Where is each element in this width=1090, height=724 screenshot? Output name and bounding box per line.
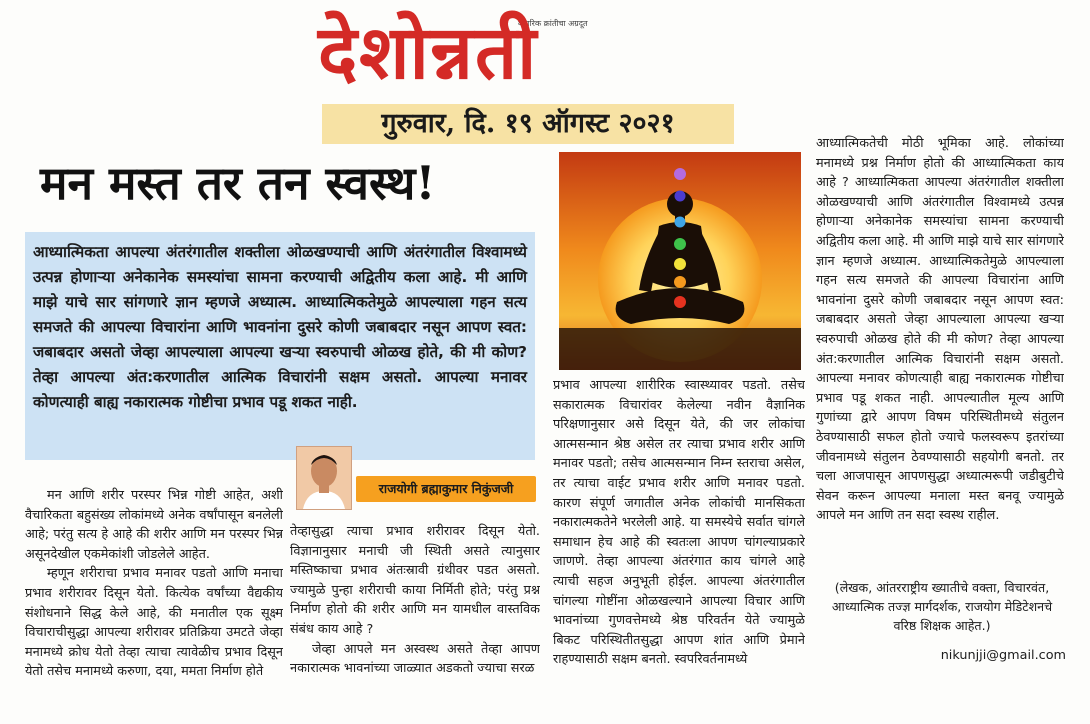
newspaper-logo: देशोन्नती [318, 10, 539, 96]
column-4 [816, 134, 1064, 574]
meditation-illustration [559, 152, 801, 370]
paragraph: आध्यात्मिकतेची मोठी भूमिका आहे. लोकांच्या मनामध्ये प्रश्न निर्माण होतो की आध्यात्मिकता काय आहे ? आध्यात्मिकता आपल्या अंतरंगातील शक्तीला ओळखण्याची आणि अंतरंगातील विश्वामध्ये उत्पन्न होणाऱ्या अनेकानेक समस्यांचा सामना करण्याची अद्वितीय कला आहे. मी आणि माझे याचे सार सांगणारे ज्ञान म्हणजे अध्यात्म. आध्यात्मिकतेमुळे आपल्याला गहन सत्य समजते की आपल्या विचारांना आणि भावनांना दुसरे कोणी जबाबदार नसून आपण स्वत: जबाबदार असतो जेव्हा आपल्याला आपल्या खऱ्या स्वरुपाची ओळख होते की मी कोण? तेव्हा आपल्या अंत:करणातील आत्मिक विचारांनी सक्षम असतो. आपल्या मनावर कोणत्याही बाह्य नकारात्मक गोष्टीचा प्रभाव पडू शकत नाही. आपल्यातील मूल्य आणि गुणांच्या द्वारे आपण विषम परिस्थितीमध्ये संतुलन ठेवण्यासाठी सफल होतो ज्याचे फलस्वरूप इतरांच्या जीवनामध्ये संतुलन ठेवण्यासाठी सहयोगी बनतो. तर चला आजपासून आपणसुद्धा अध्यात्मरूपी जडीबुटीचे सेवन करून आपल्या मनाला मस्त बनवू ज्यामुळे आपले मन आणि तन सदा स्वस्थ राहील. [816, 136, 1064, 524]
paragraph: मन आणि शरीर परस्पर भिन्न गोष्टी आहेत, अशी वैचारिकता बहुसंख्य लोकांमध्ये अनेक वर्षांपासून बनलेली आहे; परंतु सत्य हे आहे की शरीर आणि मन परस्पर भिन्न असूनदेखील एकमेकांशी जोडलेले आहेत. [25, 488, 283, 562]
column-3 [553, 376, 805, 716]
horizon [559, 328, 801, 370]
author-avatar [297, 447, 351, 509]
paragraph: प्रभाव आपल्या शारीरिक स्वास्थ्यावर पडतो. तसेच सकारात्मक विचारांवर केलेल्या नवीन वैज्ञानिक परिक्षणानुसार असे दिसून येते, की जर लोकांचा आत्मसन्मान श्रेष्ठ असेल तर त्याचा प्रभाव शरीर आणि मनावर पडतो; तसेच आत्मसन्मान निम्न स्तराचा असेल, तर त्याचा वाईट प्रभाव शरीर आणि मनावर पडतो. कारण संपूर्ण जगातील अनेक लोकांची मानसिकता नकारात्मकतेने भरलेली आहे. या समस्येचे सर्वात चांगले समाधान हेच आहे की स्वतःला आपण चांगल्याप्रकारे जाणणे. तेव्हा आपल्या अंतरंगात काय चांगले आहे त्याची सहज अनुभूती होईल. आपल्या अंतरंगातील चांगल्या गोष्टींना ओळखल्याने आपल्या विचार आणि भावनांच्या गुणवत्तेमध्ये श्रेष्ठ परिवर्तन येते ज्यामुळे बिकट परिस्थितीतसुद्धा आपण शांत आणि प्रेमाने राहण्यासाठी सक्षम बनतो. स्वपरिवर्तनामध्ये [553, 378, 805, 668]
paragraph: तेव्हासुद्धा त्याचा प्रभाव शरीरावर दिसून येतो. विज्ञानानुसार मनाची जी स्थिती असते त्यानुसार मस्तिष्काचा प्रभाव अंतःस्रावी ग्रंथीवर पडत असतो. ज्यामुळे पुन्हा शरीराची काया निर्मिती होते; परंतु प्रश्न निर्माण होतो की शरीर आणि मन यामधील वास्तविक संबंध काय आहे ? [290, 524, 540, 637]
intro-box: आध्यात्मिकता आपल्या अंतरंगातील शक्तीला ओळखण्याची आणि अंतरंगातील विश्वामध्ये उत्पन्न होणाऱ्या अनेकानेक समस्यांचा सामना करण्याची अद्वितीय कला आहे. मी आणि माझे याचे सार सांगणारे ज्ञान म्हणजे अध्यात्म. आध्यात्मिकतेमुळे आपल्याला गहन सत्य समजते की आपल्या विचारांना आणि भावनांना दुसरे कोणी जबाबदार नसून आपण स्वत: जबाबदार असतो जेव्हा आपल्याला आपल्या खऱ्या स्वरुपाची ओळख होते, की मी कोण? तेव्हा आपल्या अंत:करणातील आत्मिक विचारांनी सक्षम असतो. आपल्या मनावर कोणत्याही बाह्य नकारात्मक गोष्टीचा प्रभाव पडू शकत नाही. [25, 232, 535, 460]
author-name: राजयोगी ब्रह्माकुमार निकुंजजी [356, 476, 536, 502]
column-1 [25, 486, 283, 716]
author-badge [296, 446, 540, 510]
author-photo [296, 446, 352, 510]
masthead-tagline: वैचारिक क्रांतीचा अग्रदूत [518, 19, 588, 28]
paragraph: जेव्हा आपले मन अस्वस्थ असते तेव्हा आपण नकारात्मक भावनांच्या जाळ्यात अडकतो ज्याचा सरळ [290, 641, 540, 677]
author-email: nikunjji@gmail.com [940, 648, 1066, 663]
masthead [318, 8, 698, 108]
author-credit: (लेखक, आंतरराष्ट्रीय ख्यातीचे वक्ता, विचारवंत, आध्यात्मिक तज्ज्ञ मार्गदर्शक, राजयोग मेडिटेशनचे वरिष्ठ शिक्षक आहेत.) [831, 580, 1053, 633]
article-headline: मन मस्त तर तन स्वस्थ! [40, 156, 436, 210]
paragraph: म्हणून शरीराचा प्रभाव मनावर पडतो आणि मनाचा प्रभाव शरीरावर दिसून येतो. कित्येक वर्षांच्या वैद्यकीय संशोधनाने सिद्ध केले आहे, की मनातील एक सूक्ष्म विचाराचीसुद्धा आपल्या शरीरावर प्रतिक्रिया उमटते जेव्हा मनामध्ये क्रोध येतो तेव्हा त्याचा त्यावेळीच प्रभाव दिसून येतो तसेच मनामध्ये करुणा, दया, ममता निर्माण होते [25, 566, 283, 680]
date-line: गुरुवार, दि. १९ ऑगस्ट २०२१ [322, 104, 734, 144]
column-2 [290, 522, 540, 716]
